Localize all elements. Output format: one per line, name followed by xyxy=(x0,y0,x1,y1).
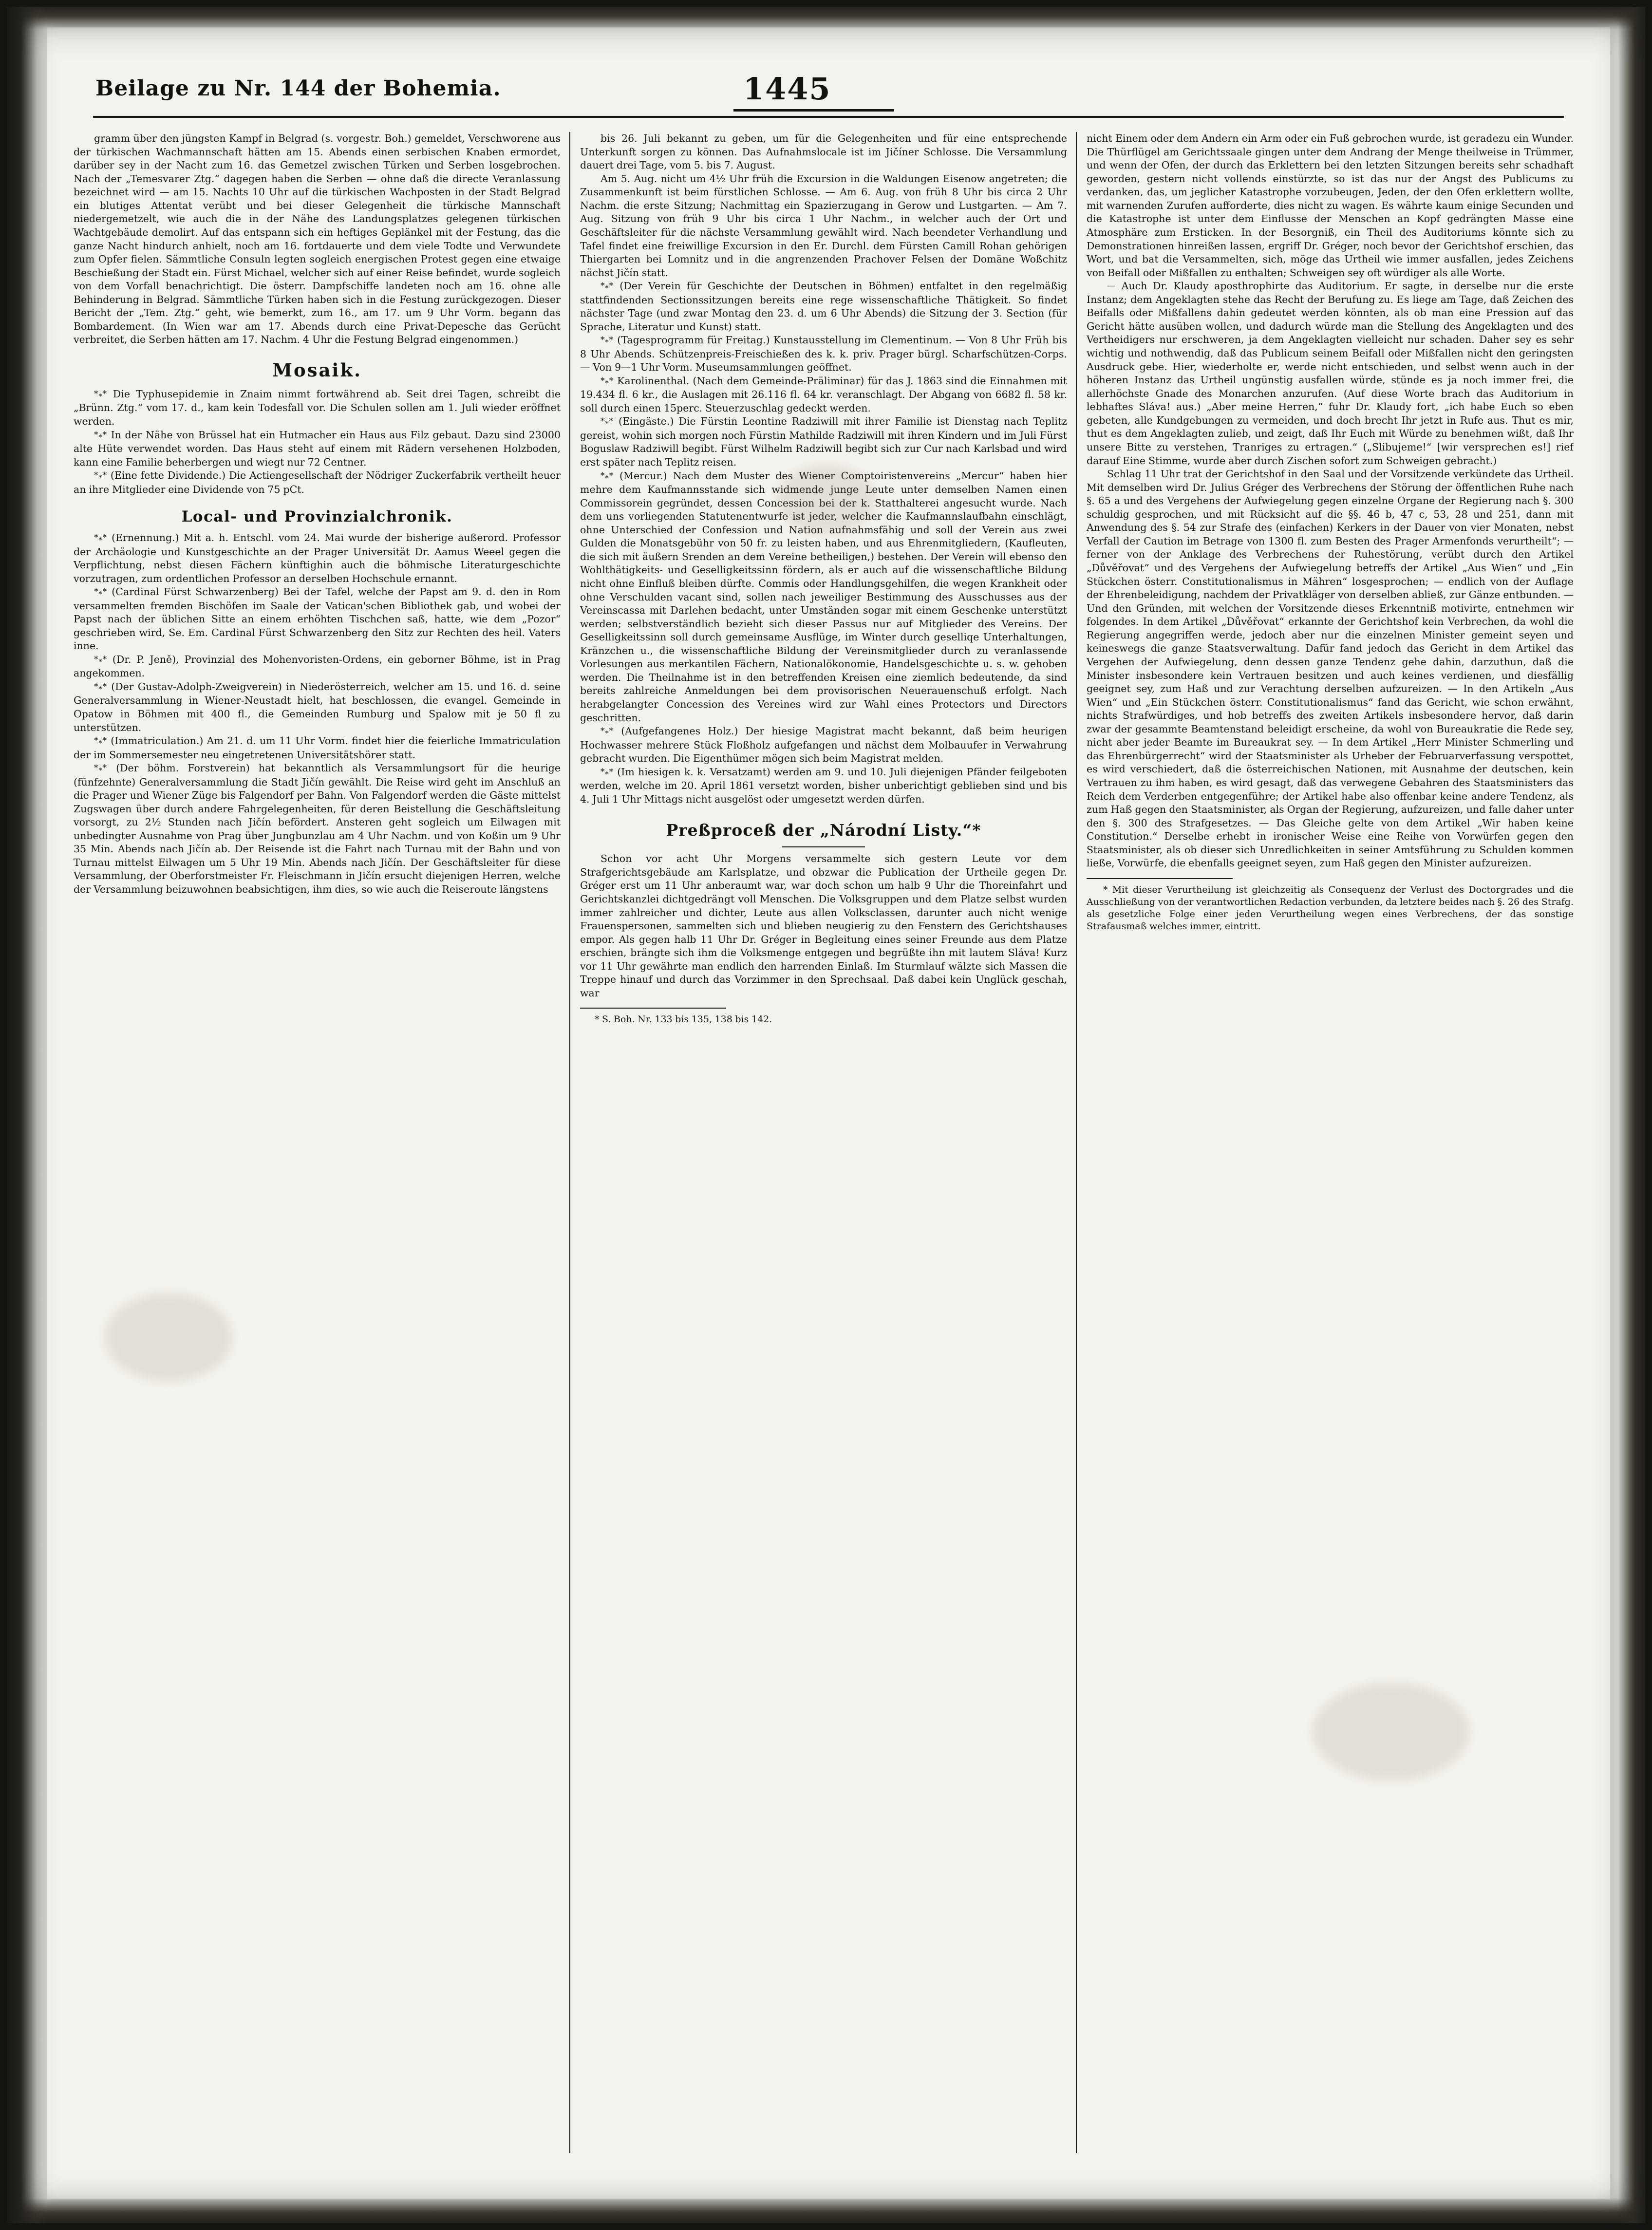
lokal-item xyxy=(74,734,561,762)
item-bullet-star: $*_**$ xyxy=(94,533,112,544)
column-1 xyxy=(74,132,561,2153)
item-bullet-star: $*_**$ xyxy=(601,767,618,779)
column-divider-1 xyxy=(569,132,570,2153)
lokal-item xyxy=(74,680,561,734)
article-paragraph: nicht Einem oder dem Andern ein Arm oder ein Fuß gebrochen wurde, ist geradezu ein Wunder. Die Thürflügel am Gerichtssaale gingen unter dem Andrang der Menge theilweise in Trümmer, und wenn der Ofen, der durch das Erklettern bei den letzten Sitzungen bereits sehr schadhaft geworden, gestern nicht vollends einstürzte, so ist das nur der Angst des Publicums zu verdanken, das, um jeglicher Katastrophe vorzubeugen, Jeden, der den Ofen erklettern wollte, mit warnenden Zurufen aufforderte, dies nicht zu wagen. Es währte kaum einige Secunden und die Katastrophe ist unter dem Einflusse der Menschen an Kopf gedrängten Masse eine Atmosphäre zum Ersticken. In der Besorgniß, ein Theil des Auditoriums könnte sich zu Demonstrationen hinreißen lassen, ergriff Dr. Gréger, noch bevor der Gerichtshof erschien, das Wort, und bat die Versammelten, sich, möge das Urtheil wie immer ausfallen, jedes Zeichens von Beifall oder Mißfallen zu enthalten; Schweigen sey oft würdiger als alle Worte. xyxy=(1087,132,1574,279)
article-paragraph xyxy=(580,375,1067,415)
item-bullet-star: $*_**$ xyxy=(601,375,618,388)
mosaik-item xyxy=(74,388,561,429)
item-bullet-star: — xyxy=(1107,281,1122,291)
scan-edge-right xyxy=(1618,0,1652,2230)
paper-sheet xyxy=(47,27,1610,2199)
article-paragraph xyxy=(580,280,1067,334)
mosaik-item-text: In der Nähe von Brüssel hat ein Hutmacher ein Haus aus Filz gebaut. Dazu sind 23000 alte Hüte verwendet worden. Das Haus steht auf einem mit Rädern versehenen Holzboden, kann eine Familie beherbergen und wiegt nur 72 Centner. xyxy=(74,429,561,468)
article-paragraph-text: (Aufgefangenes Holz.) Der hiesige Magistrat macht bekannt, daß beim heurigen Hochwasser mehrere Stück Floßholz aufgefangen und nächst dem Molbauufer in Verwahrung gebracht wurden. Die Eigenthümer mögen sich beim Magistrat melden. xyxy=(580,725,1067,765)
item-bullet-star: $*_**$ xyxy=(94,389,113,401)
column-divider-2 xyxy=(1076,132,1077,2153)
lokal-item-text: (Cardinal Fürst Schwarzenberg) Bei der Tafel, welche der Papst am 9. d. den in Rom versammelten fremden Bischöfen im Saale der Vatican'schen Bibliothek gab, und wobei der Papst nach der üblichen Sitte an einem erhöhten Tischchen saß, hatte, wie dem „Pozor“ geschrieben wird, Se. Em. Cardinal Fürst Schwarzenberg den Sitz zur Rechten des heil. Vaters inne. xyxy=(74,586,561,652)
lokal-item xyxy=(74,531,561,585)
article-paragraph-text: (Eingäste.) Die Fürstin Leontine Radziwill mit ihrer Familie ist Dienstag nach Teplitz gereist, wohin sich morgen noch Fürstin Mathilde Radziwill mit ihren Kindern und im Juli Fürst Boguslaw Radziwill begibt. Fürst Wilhelm Radziwill begibt sich zur Cur nach Karlsbad und wird erst später nach Teplitz reisen. xyxy=(580,415,1067,468)
article-paragraph: gramm über den jüngsten Kampf in Belgrad (s. vorgestr. Boh.) gemeldet, Verschworene aus der türkischen Wachmannschaft hätten am 15. Abends einen serbischen Knaben ermordet, darüber sey in der Nacht zum 16. das Gemetzel zwischen Türken und Serben losgebrochen. Nach der „Temesvarer Ztg.“ dagegen haben die Serben — ohne daß die directe Veranlassung bezeichnet wird — am 15. Nachts 10 Uhr auf die türkischen Wachposten in der Stadt Belgrad ein blutiges Attentat verübt und bei dieser Gelegenheit die türkische Mannschaft niedergemetzelt, wie auch die in der Nähe des Landungsplatzes gelegenen türkischen Wachtgebäude demolirt. Auf das entspann sich ein heftiges Geplänkel mit der Festung, das die ganze Nacht hindurch anhielt, noch am 16. fortdauerte und dem viele Todte und Verwundete zum Opfer fielen. Sämmtliche Consuln legten sogleich energischen Protest gegen eine etwaige Beschießung der Stadt ein. Fürst Michael, welcher sich auf einer Reise befindet, wurde sogleich von dem Vorfall benachrichtigt. Die österr. Dampfschiffe landeten noch am 16. ohne alle Behinderung in Belgrad. Sämmtliche Türken haben sich in die Festung zurückgezogen. Dieser Bericht der „Tem. Ztg.“ geht, wie bemerkt, zum 16., am 17. um 9 Uhr Vorm. begann das Bombardement. (In Wien war am 17. Abends durch eine Privat-Depesche das Gerücht verbreitet, die Serben hätten am 17. Nachm. 4 Uhr die Festung Belgrad eingenommen.) xyxy=(74,132,561,346)
item-bullet-star: $*_**$ xyxy=(601,726,621,738)
item-bullet-star: $*_**$ xyxy=(94,470,111,482)
article-paragraph: bis 26. Juli bekannt zu geben, um für die Gelegenheiten und für eine entsprechende Unterkunft sorgen zu können. Das Aufnahmslocale ist im Jičíner Schlosse. Die Versammlung dauert drei Tage, vom 5. bis 7. August. xyxy=(580,132,1067,171)
lokal-item xyxy=(74,653,561,680)
lokal-item xyxy=(74,585,561,653)
footnote-text: * Mit dieser Verurtheilung ist gleichzeitig als Consequenz der Verlust des Doctorgrades und die Ausschließung von der verantwortlichen Redaction verbunden, da letztere beides nach §. 26 des Strafg. als gesetzliche Folge einer jeden Verurtheilung wegen eines Verbrechens, der das sonstige Strafausmaß welches immer, eintritt. xyxy=(1087,884,1574,932)
article-paragraph-text: (Tagesprogramm für Freitag.) Kunstausstellung im Clementinum. — Von 8 Uhr Früh bis 8 Uhr Abends. Schützenpreis-Freischießen des k. k. priv. Prager bürgl. Scharfschützen-Corps. — Von 9—1 Uhr Vorm. Museumsammlungen geöffnet. xyxy=(580,334,1067,374)
mosaik-item-text: Die Typhusepidemie in Znaim nimmt fortwährend ab. Seit drei Tagen, schreibt die „Brünn. Ztg.“ vom 17. d., kam kein Todesfall vor. Die Schulen sollen am 1. Juli wieder eröffnet werden. xyxy=(74,388,561,427)
item-bullet-star: $*_**$ xyxy=(601,470,620,482)
article-paragraph: Schon vor acht Uhr Morgens versammelte sich gestern Leute vor dem Strafgerichtsgebäude am Karlsplatze, und obzwar die Publication der Urtheile gegen Dr. Gréger erst um 11 Uhr anberaumt war, war doch schon um halb 9 Uhr die Thoreinfahrt und Gerichtskanzlei dichtgedrängt voll Menschen. Die Volksgruppen und dem Platze selbst wurden immer zahlreicher und dichter, Leute aus allen Volksclassen, darunter auch nicht wenige Frauenspersonen, sammelten sich und blieben neugierig zu den Fenstern des Gerichtshauses empor. Als gegen halb 11 Uhr Dr. Gréger in Begleitung eines seiner Freunde aus dem Platze erschien, brängte sich ihm die Volksmenge entgegen und begrüßte ihn mit lautem Sláva! Kurz vor 11 Uhr gewährte man endlich den harrenden Einlaß. Im Sturmlauf wälzte sich Massen die Treppe hinauf und durch das Vorzimmer in den Sprechsaal. Daß dabei kein Unglück geschah, war xyxy=(580,853,1067,999)
item-bullet-star: $*_**$ xyxy=(94,736,111,748)
lokal-item-text: (Der böhm. Forstverein) hat bekanntlich als Versammlungsort für die heurige (fünfzehnte) Generalversammlung die Stadt Jičín gewählt. Die Reise wird geht im Anschluß an die Prager und Wiener Züge bis Falgendorf per Bahn. Von Falgendorf werden die Gäste mittelst Zugswagen über durch andere Fahrgelegenheiten, für deren Beistellung die Geschäftsleitung vorsorgt, zu 2½ Stunden nach Jičín befördert. Ansteren geht sogleich um Eilwagen mit unbedingter Ausnahme von Prag über Jungbunzlau am 4 Uhr Nachm. und von Koßin um 9 Uhr 35 Min. Abends nach Jičín ab. Der Reisende ist die Fahrt nach Turnau mit der Bahn und von Turnau mittelst Eilwagen um 5 Uhr 19 Min. Abends nach Jičín. Der Geschäftsleiter für diese Versammlung, der Oberforstmeister Fr. Fleischmann in Jičín ersucht diejenigen Herren, welche der Versammlung beizuwohnen beabsichtigen, ihm dies, so wie auch die Reiseroute längstens xyxy=(74,762,561,895)
article-paragraph xyxy=(580,415,1067,469)
scan-edge-top xyxy=(0,0,1652,29)
article-paragraph: Schlag 11 Uhr trat der Gerichtshof in den Saal und der Vorsitzende verkündete das Urtheil. Mit demselben wird Dr. Julius Gréger des Verbrechens der Störung der öffentlichen Ruhe nach §. 65 a und des Vergehens der Aufwiegelung gegen einzelne Organe der Regierung nach §. 300 schuldig gesprochen, und mit Rücksicht auf die §§. 46 b, 47 c, 53, 28 und 251, dann mit Anwendung des §. 54 zur Strafe des (einfachen) Kerkers in der Dauer von vier Monaten, nebst Verfall der Caution im Betrage von 1300 fl. zum Besten des Prager Armenfonds verurtheilt“; — ferner von der Anklage des Verbrechens der Ruhestörung, verübt durch den Artikel „Důvěřovat“ und des Vergehens der Aufwiegelung betreffs der Artikel „Aus Wien“ und „Ein Stückchen österr. Constitutionalismus in Mähren“ losgesprochen; — endlich von der Auflage der Ehrenbeleidigung, nachdem der Privatkläger von derselben abließ, zur Gänze entbunden. — Und den Gründen, mit welchen der Vorsitzende dieses Erkenntniß motivirte, entnehmen wir folgendes. In dem Artikel „Důvěřovat“ erkannte der Gerichtshof kein Verbrechen, da wohl die Regierung angegriffen werde, jedoch aber nur die einzelnen Minister gemeint seyen und keineswegs die ganze Staatsverwaltung. Dafür fand jedoch das Gericht in dem Artikel das Vergehen der Aufwiegelung, denn dessen ganze Tendenz gehe dahin, darzuthun, daß die Minister insbesondere kein Vertrauen besitzen und auch keines verdienen, und diesfällig geeignet sey, zum Haß und zur Verachtung derselben aufzureizen. — In den Artikeln „Aus Wien“ und „Ein Stückchen österr. Constitutionalismus“ fand das Gericht, wie schon erwähnt, nichts Strafwürdiges, und hob betreffs des zweiten Artikels insbesondere hervor, daß darin zwar der gesammte Beamtenstand beleidigt erscheine, da wohl von Bureaukratie die Rede sey, nicht aber jeder Beamte im Bureaukrat sey. — In dem Artikel „Herr Minister Schmerling und das Ehrenbürgerrecht“ wird der Staatsminister als Urheber der Februarverfassung verspottet, es wird verschiedert, daß die österreichischen Nationen, mit Ausnahme der deutschen, kein Vertrauen zu ihm haben, es wird gesagt, daß das verwegene Gebahren des Staatsministers das Reich dem Verderben entgegenführe; der Artikel habe also offenbar keine andere Tendenz, als zum Haß gegen den Staatsminister, als Organ der Regierung, aufzureizen, und falle daher unter den §. 300 des Strafgesetzes. — Das Gleiche gelte von dem Artikel „Wir haben keine Constitution.“ Derselbe erhebt in ironischer Weise eine Reihe von Vorwürfen gegen den Staatsminister, als ob dieser sich Unredlichkeiten in seiner Amtsführung zu Schulden kommen ließe, Vorwürfe, die ebenfalls geeignet seyen, zum Haß gegen den Minister aufzureizen. xyxy=(1087,468,1574,869)
mosaik-item xyxy=(74,469,561,496)
column-2 xyxy=(580,132,1067,2153)
item-bullet-star: $*_**$ xyxy=(94,587,112,599)
section-heading-pressprocess: Preßproceß der „Národní Listy.“* xyxy=(666,821,981,840)
masthead-title: Beilage zu Nr. 144 der Bohemia. xyxy=(95,76,501,101)
article-paragraph xyxy=(580,725,1067,766)
page-number: 1445 xyxy=(743,71,831,107)
article-paragraph-text: Auch Dr. Klaudy aposthrophirte das Auditorium. Er sagte, in derselbe nur die erste Instanz; dem Angeklagten stehe das Recht der Berufung zu. Es liege am Tage, daß Zeichen des Beifalls oder Mißfallens dahin gedeutet werden könnten, als ob man eine Pression auf das Gericht hätte ausüben wollen, und dadurch würde man die Stellung des Angeklagten und des Vertheidigers nur erschweren, ja dem Angeklagten vielleicht nur schaden. Daher sey es sehr wichtig und nothwendig, daß das Publicum seinem Beifall oder Mißfallen nicht den geringsten Ausdruck gebe. Hier, wiederholte er, werde nicht entschieden, und selbst wenn auch in der höheren Instanz das Urtheil ungünstig ausfallen würde, stünde es ja noch immer frei, die allerhöchste Gnade des Monarchen anzurufen. (Auf diese Worte brach das Auditorium in lebhaftes Sláva! aus.) „Aber meine Herren,“ fuhr Dr. Klaudy fort, „ich habe Euch so eben gebeten, alle Kundgebungen zu vermeiden, und doch brecht Ihr jetzt in Rufe aus. Thut es mir, thut es dem Angeklagten zulieb, und zeigt, daß Ihr Euch mit Würde zu benehmen wißt, daß Ihr unsere Bitte zu verstehen, Tranriges zu ertragen.“ („Slibujeme!“ [wir versprechen es!] rief darauf Eine Stimme, wurde aber durch Zischen sofort zum Schweigen gebracht.) xyxy=(1087,280,1574,467)
heading-underline xyxy=(782,846,865,847)
item-bullet-star: $*_**$ xyxy=(94,763,116,775)
item-bullet-star: $*_**$ xyxy=(94,654,113,666)
scan-edge-left xyxy=(0,0,46,2230)
footnote-reference: * S. Boh. Nr. 133 bis 135, 138 bis 142. xyxy=(595,1014,772,1025)
article-paragraph-text: Karolinenthal. (Nach dem Gemeinde-Präliminar) für das J. 1863 sind die Einnahmen mit 19.434 fl. 6 kr., die Auslagen mit 26.116 fl. 64 kr. veranschlagt. Der Abgang von 6682 fl. 58 kr. soll durch einen 15perc. Steuerzuschlag gedeckt werden. xyxy=(580,375,1067,414)
article-paragraph-text: (Im hiesigen k. k. Versatzamt) werden am 9. und 10. Juli diejenigen Pfänder feilgeboten werden, welche im 20. April 1861 versetzt worden, bisher unberichtigt geblieben sind und bis 4. Juli 1 Uhr Mittags nicht ausgelöst oder umgesetzt werden dürfen. xyxy=(580,766,1067,805)
article-paragraph-text: (Mercur.) Nach dem Muster des Wiener Comptoiristenvereins „Mercur“ haben hier mehre dem Kaufmannsstande sich widmende junge Leute unter demselben Namen einen Commissorein gegründet, dessen Concession bei der k. Statthalterei angesucht wurde. Nach dem uns vorliegenden Statutenentwurfe ist jeder, welcher die Kaufmannslaufbahn einschlägt, ohne Unterschied der Confession und Nation aufnahmsfähig und soll der Verein aus zwei Gulden die Monatsgebühr von 50 fr. zu leisten haben, und aus Ehrenmitgliedern, (Kaufleuten, die sich mit äußern Srenden an dem Vereine betheiligen,) bestehen. Der Verein will ebenso den Wohlthätigkeits- und Geselligkeitssinn fördern, als er auch auf die wissenschaftliche Bildung nicht ohne Einfluß bleiben dürfte. Commis oder Handlungsgehilfen, die wegen Krankheit oder ohne Verschulden vacant sind, sollen nach jeweiliger Bestimmung des Ausschusses aus der Vereinscassa mit Darlehen bedacht, unter Umständen sogar mit einem Geschenke unterstützt werden; selbstverständlich bezieht sich dieser Passus nur auf Mitglieder des Vereins. Der Geselligkeitssinn soll durch gemeinsame Ausflüge, im Winter durch geselliqe Unterhaltungen, Kränzchen u., die wissenschaftliche Bildung der Vereinsmitglieder durch zu veranlassende Vorlesungen aus merkantilen Fächern, Nationalökonomie, Handelsgeschichte u. s. w. gehoben werden. Die Theilnahme ist in den betreffenden Kreisen eine ziemlich bedeutende, da sind bereits zahlreiche Anmeldungen bei dem provisorischen Neuerauenschuß erfolgt. Nach herabgelangter Concession des Vereines wird zur Wahl eines Protectors und Directors geschritten. xyxy=(580,469,1067,724)
article-paragraph-text: (Der Verein für Geschichte der Deutschen in Böhmen) entfaltet in den regelmäßig stattfindenden Sectionssitzungen bereits eine rege wissenschaftliche Thätigkeit. So findet nächster Tage (und zwar Montag den 23. d. um 6 Uhr Abends) die Sitzung der 3. Section (für Sprache, Literatur und Kunst) statt. xyxy=(580,280,1067,333)
lokal-item-text: (Dr. P. Jeně), Provinzial des Mohenvoristen-Ordens, ein geborner Böhme, ist in Prag angekommen. xyxy=(74,653,561,679)
lokal-item-text: (Ernennung.) Mit a. h. Entschl. vom 24. Mai wurde der bisherige außerord. Professor der Archäologie und Kunstgeschichte an der Prager Universität Dr. Aamus Weeel gegen die Verpflichtung, nebst diesen Fächern künftighin auch die böhmische Literaturgeschichte vorzutragen, zum ordentlichen Professor an derselben Hochschule ernannt. xyxy=(74,532,561,584)
column-3 xyxy=(1087,132,1574,2153)
lokal-item-text: (Immatriculation.) Am 21. d. um 11 Uhr Vorm. findet hier die feierliche Immatriculation der im Sommersemester neu eingetretenen Universitätshörer statt. xyxy=(74,735,561,761)
article-paragraph: Am 5. Aug. nicht um 4½ Uhr früh die Excursion in die Waldungen Eisenow angetreten; die Zusammenkunft ist beim fürstlichen Schlosse. — Am 6. Aug. von früh 8 Uhr bis circa 2 Uhr Nachm. die erste Sitzung; Nachmittag ein Spazierzugang in Gerow und Lustgarten. — Am 7. Aug. Sitzung von früh 9 Uhr bis circa 1 Uhr Nachm., in welcher auch der Ort und Geschäftsleiter für die nächste Versammlung gewählt wird. Nach beendeter Verhandlung und Tafel findet eine freiwillige Excursion in den Er. Durchl. dem Fürsten Camill Rohan gehörigen Thiergarten bei Lomnitz und in die angrenzenden Prachover Felsen der Domäne Woßchitz nächst Jičín statt. xyxy=(580,172,1067,279)
footnote-divider xyxy=(580,1008,726,1009)
item-bullet-star: $*_**$ xyxy=(94,430,111,441)
mosaik-item xyxy=(74,429,561,469)
article-paragraph xyxy=(580,469,1067,725)
section-heading-mosaik: Mosaik. xyxy=(272,359,362,381)
item-bullet-star: $*_**$ xyxy=(601,281,620,293)
article-paragraph xyxy=(580,334,1067,375)
column-container xyxy=(74,132,1583,2153)
article-paragraph xyxy=(1087,280,1574,468)
masthead-pageno-underline xyxy=(733,109,894,112)
item-bullet-star: $*_**$ xyxy=(601,335,618,347)
masthead xyxy=(66,71,1591,125)
lokal-item xyxy=(74,762,561,897)
mosaik-item-text: (Eine fette Dividende.) Die Actiengesellschaft der Nödriger Zuckerfabrik vertheilt heuer an ihre Mitglieder eine Dividende von 75 pCt. xyxy=(74,469,561,495)
section-heading-lokal: Local- und Provinzialchronik. xyxy=(181,508,453,526)
lokal-item-text: (Der Gustav-Adolph-Zweigverein) in Niederösterreich, welcher am 15. und 16. d. seine Generalversammlung in Wiener-Neustadt hielt, hat beschlossen, die evangel. Gemeinde in Opatow in Böhmen mit 400 fl., die Gemeinden Rumburg und Spalow mit je 50 fl zu unterstützen. xyxy=(74,680,561,733)
masthead-divider xyxy=(93,116,1564,118)
footnote-divider xyxy=(1087,878,1233,879)
item-bullet-star: $*_**$ xyxy=(94,681,112,693)
item-bullet-star: $*_**$ xyxy=(601,416,619,428)
scan-edge-bottom xyxy=(0,2198,1652,2230)
article-paragraph xyxy=(580,766,1067,806)
